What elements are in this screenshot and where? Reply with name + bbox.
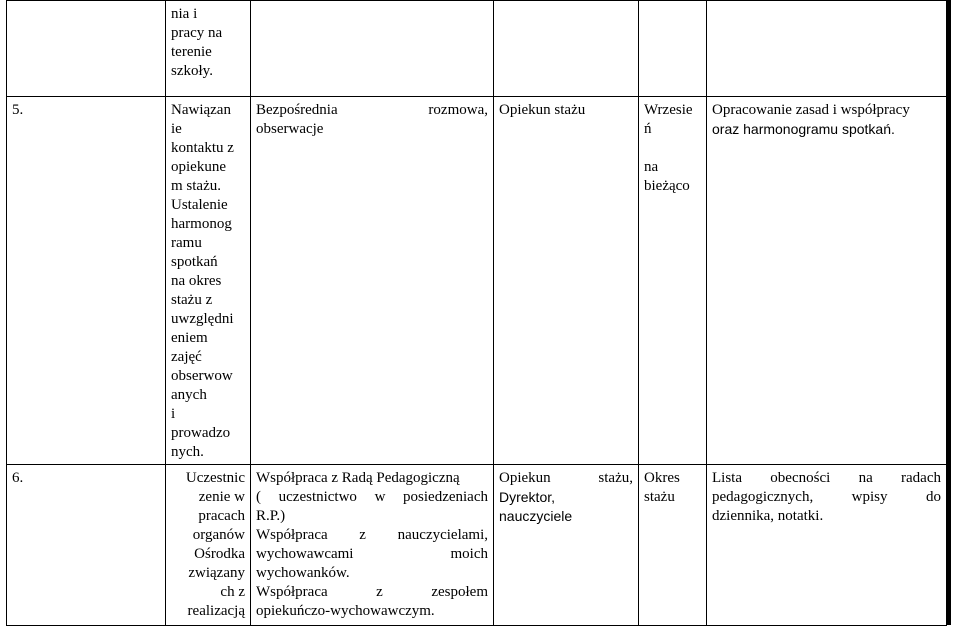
row-number: 6. bbox=[12, 470, 24, 486]
form-line: Współpraca z Radą Pedagogiczną bbox=[256, 470, 460, 486]
task-line: realizacją bbox=[187, 603, 245, 619]
task-line: anych bbox=[171, 387, 207, 403]
table-row bbox=[7, 1, 947, 97]
table-row bbox=[7, 97, 947, 465]
term-cell bbox=[639, 97, 707, 465]
task-line: Nawiązan bbox=[171, 102, 231, 118]
form-cell bbox=[251, 1, 494, 97]
task-cell bbox=[166, 465, 251, 626]
task-line: ramu bbox=[171, 235, 202, 251]
evidence-line: Opracowanie zasad i współpracy bbox=[712, 102, 910, 118]
task-line: terenie bbox=[171, 44, 212, 60]
task-line: Ośrodka bbox=[194, 546, 245, 562]
evidence-line: Lista obecności na radach bbox=[712, 470, 941, 486]
task-line: organów bbox=[192, 527, 245, 543]
form-cell bbox=[251, 97, 494, 465]
task-line: ch z bbox=[220, 584, 245, 600]
row-number: 5. bbox=[12, 102, 24, 118]
form-line: Współpraca z zespołem bbox=[256, 584, 488, 600]
form-line: Współpraca z nauczycielami, bbox=[256, 527, 488, 543]
responsible-line: nauczyciele bbox=[499, 508, 573, 524]
task-line: eniem bbox=[171, 330, 208, 346]
task-line: związany bbox=[188, 565, 245, 581]
plan-table bbox=[6, 0, 947, 626]
evidence-cell bbox=[707, 97, 947, 465]
evidence-line: pedagogicznych, wpisy do bbox=[712, 489, 941, 505]
task-line: zajęć bbox=[171, 349, 202, 365]
form-cell bbox=[251, 465, 494, 626]
table-row bbox=[7, 465, 947, 626]
task-line: kontaktu z bbox=[171, 140, 234, 156]
term-line: Okres bbox=[644, 470, 680, 486]
task-line: Ustalenie bbox=[171, 197, 228, 213]
evidence-cell bbox=[707, 1, 947, 97]
term-cell bbox=[639, 1, 707, 97]
row-number-cell bbox=[7, 465, 166, 626]
term-cell bbox=[639, 465, 707, 626]
term-line: ń bbox=[644, 121, 652, 137]
responsible-line: Opiekun stażu, bbox=[499, 470, 633, 486]
task-line: spotkań bbox=[171, 254, 218, 270]
term-line: stażu bbox=[644, 489, 675, 505]
table-right-border bbox=[946, 0, 951, 625]
form-line: Bezpośrednia rozmowa, bbox=[256, 102, 488, 118]
responsible-cell bbox=[494, 1, 639, 97]
form-line: wychowanków. bbox=[256, 565, 350, 581]
form-line: opiekuńczo-wychowawczym. bbox=[256, 603, 435, 619]
form-line: obserwacje bbox=[256, 121, 324, 137]
task-line: nych. bbox=[171, 444, 204, 460]
task-line: obserwow bbox=[171, 368, 233, 384]
task-line: opiekune bbox=[171, 159, 226, 175]
task-cell bbox=[166, 1, 251, 97]
responsible-cell bbox=[494, 97, 639, 465]
task-line: szkoły. bbox=[171, 63, 213, 79]
task-line: nia i bbox=[171, 6, 198, 22]
responsible-line: Dyrektor, bbox=[499, 489, 556, 505]
task-line: zenie w bbox=[198, 489, 245, 505]
term-line: bieżąco bbox=[644, 178, 690, 194]
evidence-line: oraz harmonogramu spotkań. bbox=[712, 121, 895, 137]
term-line bbox=[644, 139, 701, 158]
form-line: ( uczestnictwo w posiedzeniach bbox=[256, 489, 488, 505]
task-line: ie bbox=[171, 121, 182, 137]
row-number-cell bbox=[7, 97, 166, 465]
task-line: harmonog bbox=[171, 216, 232, 232]
term-line: Wrzesie bbox=[644, 102, 693, 118]
evidence-line: dziennika, notatki. bbox=[712, 508, 824, 524]
task-line: stażu z bbox=[171, 292, 213, 308]
row-number-cell bbox=[7, 1, 166, 97]
form-line: R.P.) bbox=[256, 508, 286, 524]
task-line: Uczestnic bbox=[185, 470, 245, 486]
task-line: na okres bbox=[171, 273, 222, 289]
responsible-line: Opiekun stażu bbox=[499, 102, 586, 118]
task-cell bbox=[166, 97, 251, 465]
task-line: uwzględni bbox=[171, 311, 234, 327]
term-line: na bbox=[644, 159, 659, 175]
task-line: pracach bbox=[198, 508, 245, 524]
responsible-cell bbox=[494, 465, 639, 626]
task-line: i bbox=[171, 406, 176, 422]
task-line: pracy na bbox=[171, 25, 223, 41]
evidence-cell bbox=[707, 465, 947, 626]
task-line: prowadzo bbox=[171, 425, 231, 441]
form-line: wychowawcami moich bbox=[256, 546, 488, 562]
task-line: m stażu. bbox=[171, 178, 221, 194]
